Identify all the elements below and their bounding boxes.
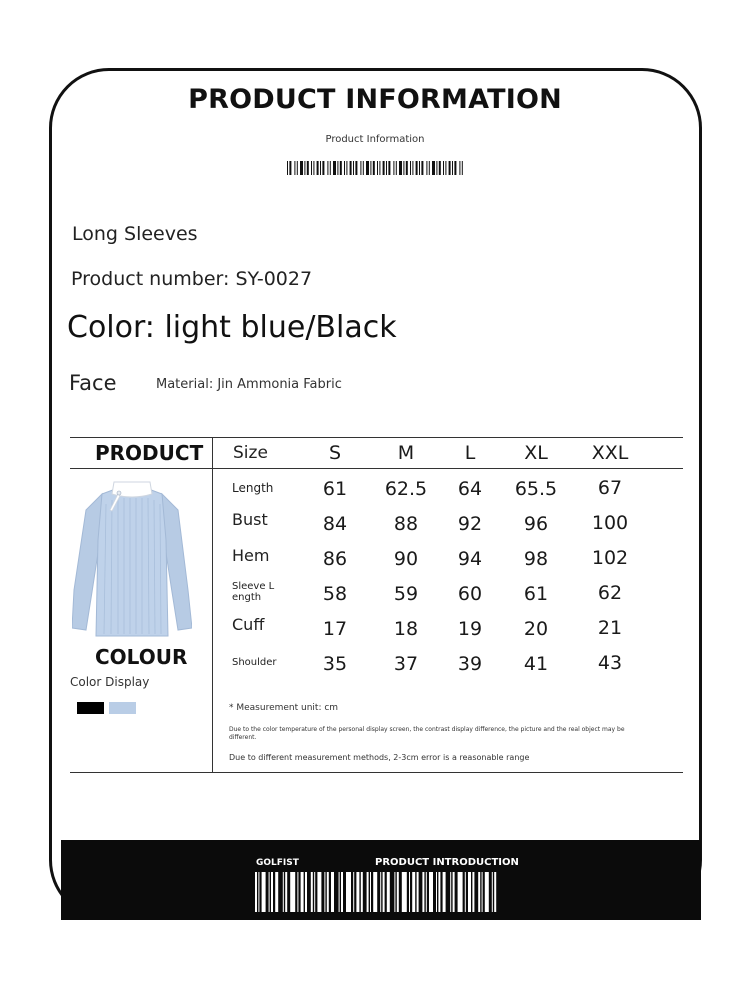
barcode-bar	[283, 872, 284, 912]
barcode-bar	[346, 872, 351, 912]
error-note: Due to different measurement methods, 2-3cm error is a reasonable range	[229, 753, 530, 762]
barcode-bar	[406, 161, 408, 175]
table-cell: 67	[597, 477, 623, 499]
row-label-length: Length	[232, 481, 274, 495]
barcode-bar	[258, 872, 259, 912]
barcode-bar	[311, 872, 313, 912]
barcode-bar	[450, 872, 451, 912]
barcode-bar	[301, 872, 304, 912]
barcode-bar	[360, 161, 361, 175]
barcode-bar	[339, 872, 340, 912]
barcode-bar	[313, 161, 314, 175]
footer-label: PRODUCT INTRODUCTION	[375, 857, 519, 868]
barcode-bar	[417, 872, 419, 912]
barcode-bar	[317, 872, 321, 912]
barcode-bar	[432, 161, 435, 175]
barcode-bar	[294, 161, 295, 175]
barcode-bar	[492, 872, 493, 912]
row-label-line: Sleeve L	[232, 581, 275, 592]
table-cell: 17	[322, 618, 348, 640]
barcode-bar	[412, 872, 415, 912]
table-cell: 88	[393, 513, 419, 535]
table-cell: 18	[393, 618, 419, 640]
page-title: PRODUCT INFORMATION	[188, 84, 562, 115]
barcode-bar	[445, 161, 446, 175]
barcode-bar	[386, 161, 387, 175]
barcode-bar	[361, 872, 363, 912]
barcode-bar	[379, 161, 380, 175]
table-top-line	[70, 437, 683, 438]
table-cell: 64	[457, 478, 483, 500]
barcode-bar	[453, 872, 455, 912]
barcode-bar	[330, 161, 331, 175]
colour-display-label: Color Display	[70, 675, 150, 689]
color-disclaimer: Due to the color temperature of the personal display screen, the contrast display difference, the picture and the real object may be different.	[229, 726, 625, 741]
table-cell: 100	[591, 512, 629, 534]
product-section-title: PRODUCT	[95, 441, 204, 465]
category-text: Long Sleeves	[72, 223, 198, 245]
material-text: Material: Jin Ammonia Fabric	[156, 377, 342, 392]
barcode-bar	[449, 161, 451, 175]
barcode-bar	[462, 161, 463, 175]
barcode-bar	[383, 872, 385, 912]
barcode-bar	[426, 161, 427, 175]
barcode-bar	[305, 872, 307, 912]
barcode-bar	[419, 161, 420, 175]
barcode-bar	[458, 872, 463, 912]
barcode-bar	[399, 161, 402, 175]
size-header-l: L	[464, 442, 476, 464]
barcode-bar	[494, 872, 496, 912]
barcode-bar	[287, 161, 288, 175]
barcode-bar	[285, 872, 287, 912]
barcode-bar	[262, 872, 266, 912]
barcode-bar	[337, 161, 338, 175]
size-column-label: Size	[233, 443, 268, 463]
barcode-bar	[289, 161, 291, 175]
barcode-bar	[485, 872, 489, 912]
table-cell: 96	[523, 513, 549, 535]
barcode-bar	[454, 161, 456, 175]
table-cell: 61	[523, 583, 549, 605]
barcode-bar	[322, 161, 324, 175]
barcode-bar	[443, 161, 444, 175]
row-label-line: ength	[232, 592, 262, 603]
barcode-bar	[341, 872, 343, 912]
table-cell: 43	[597, 652, 623, 674]
barcode-bar	[370, 872, 371, 912]
size-header-s: S	[328, 442, 342, 464]
row-label-cuff: Cuff	[232, 615, 265, 634]
barcode-bar	[356, 872, 359, 912]
barcode-bar	[436, 872, 437, 912]
barcode-bar	[311, 161, 312, 175]
barcode-bar	[304, 161, 305, 175]
barcode-bar	[350, 161, 352, 175]
swatch-black	[77, 702, 104, 714]
size-header-xxl: XXL	[591, 442, 629, 464]
row-label-sleeve-length	[232, 581, 274, 603]
barcode-bar	[327, 161, 328, 175]
barcode-bar	[331, 872, 334, 912]
barcode-bar	[422, 872, 424, 912]
barcode-bar	[416, 161, 418, 175]
footer-barcode-icon	[255, 872, 499, 912]
barcode-bar	[472, 872, 474, 912]
barcode-bar	[363, 161, 364, 175]
barcode-bar	[327, 872, 329, 912]
table-cell: 62	[597, 582, 623, 604]
size-header-m: M	[397, 442, 415, 464]
swatch-light-blue	[109, 702, 136, 714]
barcode-bar	[409, 872, 410, 912]
table-cell: 90	[393, 548, 419, 570]
shirt-image	[72, 480, 192, 640]
barcode-bar	[297, 161, 298, 175]
row-label-bust: Bust	[232, 510, 268, 529]
table-cell: 59	[393, 583, 419, 605]
barcode-bar	[436, 161, 437, 175]
barcode-bar	[412, 161, 413, 175]
barcode-bar	[439, 161, 441, 175]
table-cell: 37	[393, 653, 419, 675]
barcode-bar	[353, 161, 354, 175]
barcode-bar	[366, 161, 369, 175]
table-cell: 41	[523, 653, 549, 675]
row-label-hem: Hem	[232, 546, 270, 565]
barcode-bar	[387, 872, 390, 912]
barcode-bar	[355, 161, 357, 175]
table-header-line	[70, 468, 683, 469]
table-cell: 61	[322, 478, 348, 500]
barcode-bar	[373, 872, 377, 912]
barcode-bar	[373, 161, 375, 175]
barcode-bar	[340, 161, 342, 175]
barcode-bar	[459, 161, 460, 175]
barcode-bar	[452, 161, 453, 175]
barcode-bar	[429, 872, 433, 912]
barcode-bar	[468, 872, 471, 912]
table-cell: 35	[322, 653, 348, 675]
barcode-bar	[482, 872, 483, 912]
table-cell: 62.5	[384, 478, 428, 500]
table-cell: 21	[597, 617, 623, 639]
table-cell: 58	[322, 583, 348, 605]
barcode-bar	[307, 161, 309, 175]
face-label: Face	[69, 371, 117, 395]
barcode-bar	[443, 872, 446, 912]
barcode-bar	[275, 872, 278, 912]
barcode-bar	[438, 872, 440, 912]
color-text: Color: light blue/Black	[67, 310, 397, 345]
barcode-bar	[370, 161, 371, 175]
barcode-bar	[353, 872, 354, 912]
barcode-bar	[393, 161, 394, 175]
barcode-bar	[429, 161, 430, 175]
measurement-unit-note: * Measurement unit: cm	[229, 703, 339, 713]
barcode-bar	[402, 872, 407, 912]
colour-section-title: COLOUR	[95, 645, 188, 669]
barcode-bar	[333, 161, 336, 175]
size-header-xl: XL	[524, 442, 548, 464]
barcode-bar	[426, 872, 427, 912]
barcode-bar	[367, 872, 369, 912]
brand-label: GOLFIST	[256, 858, 299, 868]
barcode-bar	[377, 161, 378, 175]
table-cell: 94	[457, 548, 483, 570]
table-bottom-line	[70, 772, 683, 773]
page-subtitle: Product Information	[325, 134, 425, 145]
barcode-bar	[346, 161, 347, 175]
table-cell: 92	[457, 513, 483, 535]
table-cell: 19	[457, 618, 483, 640]
header-barcode-icon	[287, 161, 463, 175]
barcode-bar	[410, 161, 411, 175]
barcode-bar	[421, 161, 423, 175]
table-cell: 98	[523, 548, 549, 570]
barcode-bar	[396, 161, 397, 175]
barcode-bar	[465, 872, 466, 912]
table-cell: 65.5	[514, 478, 558, 500]
barcode-bar	[320, 161, 321, 175]
barcode-bar	[271, 872, 273, 912]
barcode-bar	[344, 161, 345, 175]
barcode-bar	[380, 872, 381, 912]
table-cell: 60	[457, 583, 483, 605]
barcode-bar	[290, 872, 295, 912]
table-cell: 84	[322, 513, 348, 535]
barcode-bar	[403, 161, 404, 175]
barcode-bar	[269, 872, 270, 912]
barcode-bar	[314, 872, 315, 912]
table-cell: 39	[457, 653, 483, 675]
barcode-bar	[255, 872, 257, 912]
barcode-bar	[388, 161, 390, 175]
barcode-bar	[324, 872, 325, 912]
barcode-bar	[383, 161, 385, 175]
table-cell: 102	[591, 547, 629, 569]
barcode-bar	[394, 872, 395, 912]
table-cell: 20	[523, 618, 549, 640]
barcode-bar	[397, 872, 399, 912]
table-cell: 86	[322, 548, 348, 570]
barcode-bar	[317, 161, 319, 175]
row-label-shoulder: Shoulder	[232, 657, 277, 668]
table-divider	[212, 437, 213, 772]
barcode-bar	[478, 872, 480, 912]
barcode-bar	[297, 872, 298, 912]
product-number: Product number: SY-0027	[71, 268, 313, 290]
barcode-bar	[300, 161, 303, 175]
